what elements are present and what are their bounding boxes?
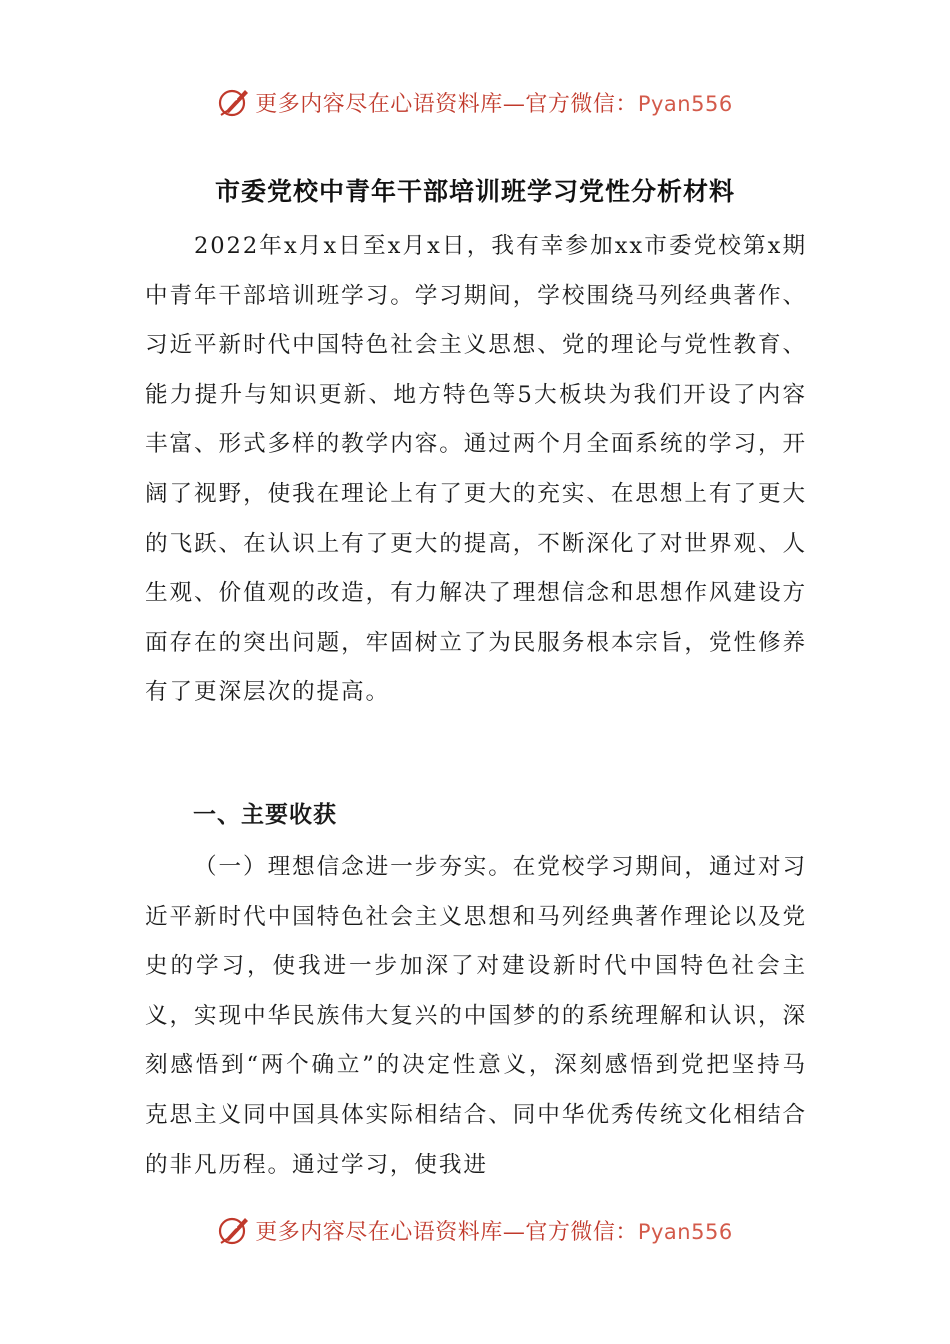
section-heading: 一、主要收获 — [193, 802, 337, 828]
quill-pen-logo-icon — [217, 85, 251, 119]
banner-brand: 更多内容尽在心语资料库 — [255, 1219, 503, 1245]
banner-wechat-id: Pyan556 — [637, 1219, 733, 1244]
banner-wechat-label: 官方微信： — [525, 91, 638, 117]
banner-dash: — — [502, 91, 526, 117]
banner-dash: — — [502, 1219, 526, 1245]
section-paragraph: （一）理想信念进一步夯实。在党校学习期间，通过对习近平新时代中国特色社会主义思想和马列经典著作理论以及党史的学习，使我进一步加深了对建设新时代中国特色社会主义，实现中华民族伟大复兴的中国梦的的系统理解和认识，深刻感悟到“两个确立”的决定性意义，深刻感悟到党把坚持马克思主义同中国具体实际相结合、同中华优秀传统文化相结合的非凡历程。通过学习，使我进 — [145, 854, 807, 1178]
banner-brand: 更多内容尽在心语资料库 — [255, 91, 503, 117]
header-banner — [0, 80, 950, 124]
footer-banner — [0, 1208, 950, 1252]
banner-text — [255, 1215, 732, 1246]
banner-wechat-id: Pyan556 — [637, 91, 733, 116]
banner-text — [255, 87, 732, 118]
intro-paragraph: 2022年x月x日至x月x日，我有幸参加xx市委党校第x期中青年干部培训班学习。学习期间，学校围绕马列经典著作、习近平新时代中国特色社会主义思想、党的理论与党性教育、能力提升与知识更新、地方特色等5大板块为我们开设了内容丰富、形式多样的教学内容。通过两个月全面系统的学习，开阔了视野，使我在理论上有了更大的充实、在思想上有了更大的飞跃、在认识上有了更大的提高，不断深化了对世界观、人生观、价值观的改造，有力解决了理想信念和思想作风建设方面存在的突出问题，牢固树立了为民服务根本宗旨，党性修养有了更深层次的提高。 — [145, 233, 807, 706]
banner-wechat-label: 官方微信： — [525, 1219, 638, 1245]
document-title: 市委党校中青年干部培训班学习党性分析材料 — [214, 177, 735, 206]
quill-pen-logo-icon — [217, 1213, 251, 1247]
